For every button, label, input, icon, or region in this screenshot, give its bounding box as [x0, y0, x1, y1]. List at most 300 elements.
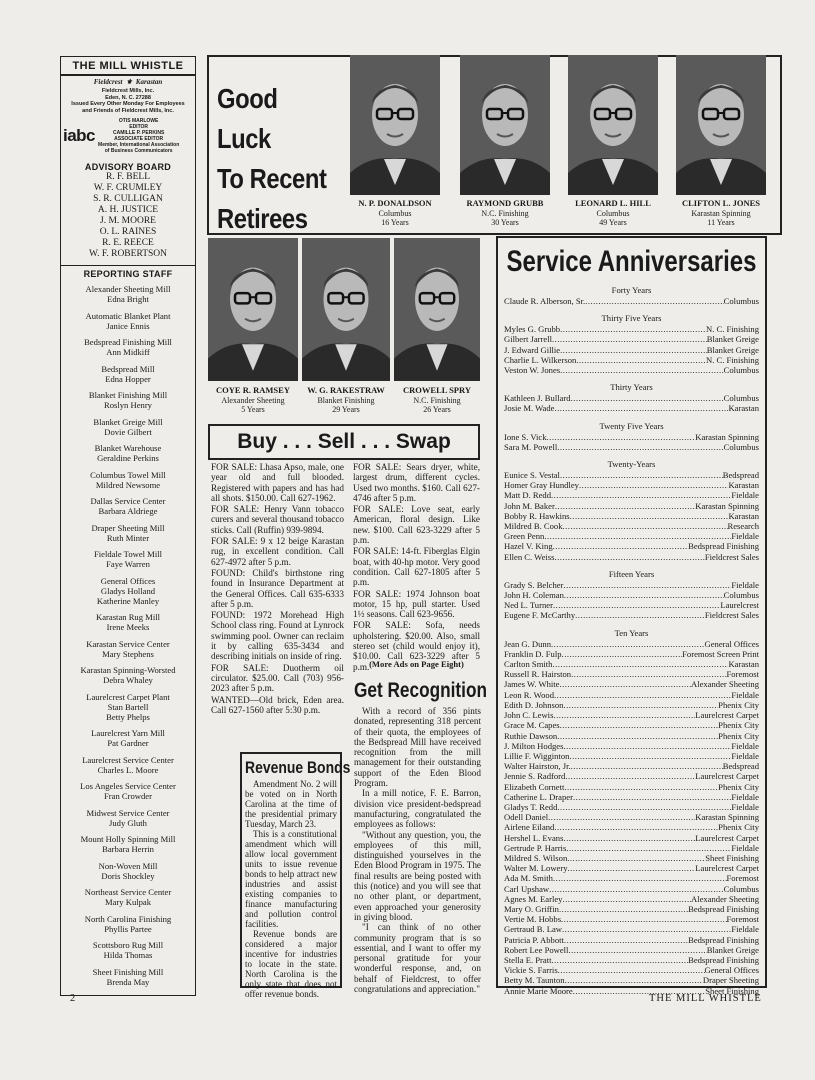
staff-mill: Alexander Sheeting Mill	[85, 284, 171, 294]
article-paragraph: In a mill notice, F. E. Barron, division vice president-bedspread manufacturing, congratulated the employees as follows:	[354, 788, 481, 830]
employee-plant: Karastan Spinning	[695, 812, 759, 823]
ad-item: FOR SALE: 9 x 12 beige Karastan rug, in excellent condition. Call 627-4972 after 5 p.m.	[211, 536, 344, 567]
employee-plant: Bedspread	[722, 761, 759, 772]
dot-leader	[573, 792, 731, 802]
employee-plant: Foremost Screen Print	[682, 648, 759, 659]
retiree-name: CROWELL SPRY	[403, 385, 471, 395]
employee-name: Franklin D. Fulp	[504, 648, 562, 659]
retiree-name: RAYMOND GRUBB	[466, 198, 544, 208]
service-group-label: Twenty-Years	[607, 459, 656, 470]
retiree-years: 5 Years	[241, 405, 265, 414]
staff-entry	[61, 781, 195, 801]
staff-entry	[61, 549, 195, 569]
assoc-editor-name: CAMILLE P. PERKINS	[112, 130, 165, 136]
dot-leader	[551, 490, 731, 500]
staff-mill: Bedspread Mill	[101, 363, 155, 374]
staff-mill: Sheet Finishing Mill	[92, 966, 164, 977]
employee-name: Airlene Eiland	[504, 822, 555, 833]
staff-name: Geraldine Perkins	[97, 453, 159, 463]
dot-leader	[548, 812, 695, 822]
retiree-years: 11 Years	[707, 218, 735, 227]
staff-mill: Karastan Rug Mill	[96, 612, 160, 622]
service-group-label: Fifteen Years	[608, 568, 655, 579]
service-row	[504, 580, 759, 590]
service-groups	[504, 285, 759, 996]
advisory-member: R. F. BELL	[105, 172, 151, 182]
staff-entry	[61, 728, 195, 748]
employee-name: Elizabeth Cornett	[504, 781, 565, 792]
employee-plant: Fieldale	[731, 740, 759, 751]
service-row	[504, 521, 759, 531]
staff-mill: Dallas Service Center	[90, 496, 166, 506]
employee-name: Josie M. Wade	[504, 403, 555, 414]
dot-leader	[579, 480, 729, 490]
employee-name: James W. White	[504, 679, 560, 690]
dot-leader	[563, 580, 731, 590]
service-row	[504, 511, 759, 521]
staff-entry	[61, 861, 195, 881]
employee-name: Charlie L. Wilkerson	[504, 354, 577, 365]
service-row	[504, 659, 759, 669]
employee-plant: Alexander Sheeting	[690, 893, 759, 904]
employee-plant: Columbus	[723, 365, 759, 376]
revenue-bonds-article	[245, 779, 337, 999]
dot-leader	[562, 924, 731, 934]
swap-right-column	[353, 462, 480, 673]
dot-leader	[560, 324, 706, 334]
service-row	[504, 324, 759, 334]
staff-entry	[61, 808, 195, 828]
dot-leader	[563, 833, 695, 843]
employee-plant: Fieldale	[731, 689, 759, 700]
staff-name: Gladys Holland	[100, 585, 156, 596]
employee-plant: Alexander Sheeting	[690, 679, 759, 690]
staff-name: Debra Whaley	[103, 675, 153, 685]
staff-name: Roslyn Henry	[104, 400, 152, 410]
service-row	[504, 470, 759, 480]
dot-leader	[559, 904, 688, 914]
ad-item: FOUND: 1972 Morehead High School class ring. Found at Lynrock swimming pool. Owner can reclaim it by calling 635-3434 and describing initials on inside of ring.	[211, 610, 344, 662]
employee-name: Mildred S. Wilson	[504, 852, 568, 863]
staff-mill: General Offices	[100, 575, 156, 586]
dot-leader	[549, 884, 724, 894]
employee-name: Claude R. Alberson, Sr.	[504, 296, 586, 306]
service-row	[504, 751, 759, 761]
dot-leader	[564, 782, 718, 792]
staff-name: Janice Ennis	[106, 320, 150, 331]
employee-plant: Phenix City	[718, 699, 759, 710]
service-row	[504, 731, 759, 741]
service-row	[504, 480, 759, 490]
staff-name: Irene Meeks	[106, 622, 150, 632]
retiree-photo	[460, 55, 550, 195]
service-row	[504, 669, 759, 679]
employee-name: Odell Daniel	[504, 812, 549, 823]
dot-leader	[558, 965, 705, 975]
staff-mill: Bedspread Finishing Mill	[84, 337, 172, 347]
employee-plant: Fieldale	[731, 579, 759, 590]
retirees-headline: Good Luck To Recent Retirees	[217, 83, 327, 234]
retiree-name: CLIFTON L. JONES	[681, 198, 760, 208]
advisory-member: J. M. MOORE	[100, 216, 156, 226]
editor-name: OTIS MARLOWE	[118, 118, 159, 124]
employee-name: Ellen C. Weiss	[504, 551, 555, 562]
staff-mill: Los Angeles Service Center	[80, 781, 176, 791]
staff-entry	[61, 665, 195, 685]
employee-name: Grady S. Belcher	[504, 579, 564, 590]
staff-mill: Blanket Finishing Mill	[88, 390, 168, 400]
staff-name: Hilda Thomas	[103, 950, 153, 960]
karastan-logo: Karastan	[135, 78, 163, 86]
staff-mill: Fieldale Towel Mill	[94, 549, 162, 559]
dot-leader	[553, 873, 727, 883]
masthead-logos	[61, 76, 195, 88]
service-row	[504, 531, 759, 541]
retiree-dept: Columbus	[596, 208, 630, 218]
staff-entry	[61, 755, 195, 775]
staff-entry	[61, 417, 195, 437]
dot-leader	[585, 296, 723, 306]
ad-item: FOR SALE: Love seat, early American, floral design. Like new. $100. Call 623-3229 after 5 p.m.	[353, 504, 480, 546]
service-row	[504, 945, 759, 955]
service-row	[504, 761, 759, 771]
staff-mill: Northeast Service Center	[84, 887, 172, 897]
service-row	[504, 393, 759, 403]
retiree-caption	[384, 386, 490, 415]
employee-plant: Laurelcrest Carpet	[695, 710, 759, 721]
dot-leader	[552, 659, 728, 669]
staff-entry	[61, 496, 195, 516]
dot-leader	[563, 741, 731, 751]
staff-name: Doris Shockley	[101, 870, 155, 881]
staff-name: Phyllis Partee	[104, 923, 152, 934]
employee-name: Mary O. Griffin	[504, 903, 559, 914]
employee-name: Ned L. Turner	[504, 600, 553, 611]
dot-leader	[557, 442, 723, 452]
retiree-dept: N.C. Finishing	[481, 208, 529, 218]
retiree-photo	[394, 238, 480, 381]
dot-leader	[567, 853, 705, 863]
dot-leader	[560, 345, 707, 355]
employee-plant: Laurelcrest Carpet	[695, 863, 759, 874]
employee-plant: Sheet Finishing	[705, 852, 759, 863]
employee-name: Patricia P. Abbott	[504, 934, 564, 945]
employee-name: Lillie F. Wigginton	[504, 750, 570, 761]
dot-leader	[553, 541, 688, 551]
staff-mill: Columbus Towel Mill	[90, 469, 166, 480]
retiree-years: 49 Years	[599, 218, 627, 227]
service-row	[504, 884, 759, 894]
employee-name: Carl Upshaw	[504, 883, 550, 894]
advisory-member: A. H. JUSTICE	[97, 205, 159, 215]
service-group-label: Thirty Five Years	[601, 313, 662, 324]
employee-name: Hazel V. King	[504, 541, 553, 552]
employee-name: Betty M. Taunton	[504, 975, 565, 986]
staff-name: Judy Gluth	[109, 817, 147, 828]
service-group-label: Thirty Years	[610, 382, 653, 393]
staff-name: Mildred Newsome	[95, 479, 161, 490]
masthead-title: THE MILL WHISTLE	[61, 57, 195, 76]
retiree-name: COYE R. RAMSEY	[216, 385, 290, 395]
service-row	[504, 955, 759, 965]
service-row	[504, 490, 759, 500]
service-row	[504, 345, 759, 355]
employee-plant: Laurelcrest Carpet	[695, 771, 759, 782]
employee-name: Leon R. Wood	[504, 689, 554, 700]
service-row	[504, 639, 759, 649]
service-row	[504, 600, 759, 610]
employee-name: Jennie S. Radford	[504, 771, 566, 782]
service-group-label: Twenty Five Years	[599, 420, 664, 431]
staff-mill: Karastan Service Center	[86, 638, 170, 649]
dot-leader	[552, 334, 707, 344]
employee-plant: Blanket Greige	[706, 944, 759, 955]
ad-item: FOUND: Child's birthstone ring found in Insurance Department at the General Offices. Call 635-6333 after 5 p.m.	[211, 567, 344, 609]
advisory-member: S. R. CULLIGAN	[93, 194, 163, 204]
dot-leader	[555, 501, 695, 511]
staff-entry	[61, 576, 195, 606]
staff-entry	[61, 612, 195, 632]
dot-leader	[569, 751, 731, 761]
service-row	[504, 822, 759, 832]
dot-leader	[561, 914, 726, 924]
advisory-member: W. F. CRUMLEY	[93, 183, 163, 193]
dot-leader	[559, 679, 691, 689]
service-row	[504, 355, 759, 365]
ad-item: FOR SALE: Sears dryer, white, largest drum, different cycles. Used two months. $160. Call 627-4746 after 5 p.m.	[353, 462, 480, 503]
employee-plant: Foremost	[726, 873, 759, 884]
employee-name: Eunice S. Vestal	[504, 470, 560, 481]
retiree-photo	[302, 238, 390, 381]
service-row	[504, 552, 759, 562]
dot-leader	[554, 403, 728, 413]
employee-plant: Blanket Greige	[706, 344, 759, 355]
retiree-name: LEONARD L. HILL	[575, 198, 651, 208]
employee-name: Jean G. Dunn	[504, 638, 552, 649]
employee-plant: Fieldcrest Sales	[704, 610, 759, 621]
employee-name: Robert Lee Powell	[504, 944, 569, 955]
dot-leader	[570, 511, 729, 521]
employee-plant: Karastan	[728, 659, 759, 670]
dot-leader	[562, 894, 691, 904]
retiree-dept: Alexander Sheeting	[221, 395, 285, 405]
dot-leader	[554, 690, 731, 700]
dot-leader	[560, 470, 723, 480]
service-row	[504, 649, 759, 659]
dot-leader	[568, 863, 696, 873]
employee-name: Walter M. Lowery	[504, 863, 568, 874]
employee-plant: Foremost	[726, 914, 759, 925]
employee-plant: Fieldale	[731, 791, 759, 802]
service-row	[504, 710, 759, 720]
staff-entry	[61, 311, 195, 331]
service-row	[504, 334, 759, 344]
employee-plant: Karastan Spinning	[695, 431, 759, 442]
employee-name: John C. Lewis	[504, 710, 554, 721]
retiree-years: 16 Years	[381, 218, 409, 227]
employee-plant: Laurelcrest Carpet	[695, 832, 759, 843]
dot-leader	[564, 590, 724, 600]
employee-plant: Bedspread Finishing	[688, 903, 759, 914]
staff-entry	[61, 639, 195, 659]
service-row	[504, 782, 759, 792]
staff-entry	[61, 887, 195, 907]
ad-item: FOR SALE: Sofa, needs upholstering. $20.00. Also, small stereo set (child would enjoy it), $10.00. Call 623-3229 after 5 p.m.	[353, 620, 480, 672]
employee-name: Homer Gray Hundley	[504, 480, 579, 491]
article-paragraph: "I can think of no other community program that is so essential, and I want to offer my personal gratitude for your wonderful response, and, on behalf of Fieldcrest, to offer congratulations and appreciation."	[354, 922, 481, 995]
staff-name: Ruth Minter	[106, 532, 150, 543]
dot-leader	[547, 432, 696, 442]
staff-name: Barbara Aldriege	[98, 506, 158, 516]
employee-name: Eugene F. McCarthy	[504, 610, 576, 621]
employee-plant: Fieldcrest Sales	[704, 551, 759, 562]
fieldcrest-logo: Fieldcrest	[93, 78, 123, 86]
staff-entry	[61, 390, 195, 410]
staff-mill: Laurelcrest Service Center	[82, 754, 174, 765]
employee-name: Green Penn	[504, 531, 545, 542]
employee-name: Catherine L. Draper	[504, 791, 573, 802]
service-row	[504, 690, 759, 700]
service-row	[504, 403, 759, 413]
staff-mill: Scottsboro Rug Mill	[92, 940, 164, 950]
staff-mill: Laurelcrest Yarn Mill	[91, 728, 165, 738]
service-row	[504, 965, 759, 975]
employee-name: Grace M. Capes	[504, 720, 560, 731]
employee-plant: Bedspread Finishing	[688, 541, 759, 552]
advisory-member: O. L. RAINES	[99, 227, 157, 237]
staff-heading: REPORTING STAFF	[83, 269, 173, 279]
employee-plant: Phenix City	[718, 781, 759, 792]
article-paragraph: "Without any question, you, the employees of this mill, distinguished yourselves in the Eden Blood Program in 1975. The final results are being posted with this (notice) and you will see that no other plant, or department, even approached your generosity in giving blood.	[354, 829, 481, 922]
dot-leader	[565, 975, 703, 985]
service-row	[504, 853, 759, 863]
staff-entry	[61, 967, 195, 987]
service-row	[504, 296, 759, 306]
employee-plant: Bedspread Finishing	[688, 954, 759, 965]
employee-name: Russell R. Hairston	[504, 669, 572, 680]
service-row	[504, 924, 759, 934]
employee-plant: Karastan	[728, 480, 759, 491]
staff-name: Katherine Manley	[96, 595, 160, 606]
masthead-address: Fieldcrest Mills, Inc. Eden, N. C. 27288 Issued Every Other Monday For Employees and Friends of Fieldcrest Mills, Inc.	[71, 88, 185, 114]
employee-name: Vertie M. Hobbs	[504, 914, 562, 925]
page-number: 2	[70, 993, 77, 1004]
iabc-block: iabc OTIS MARLOWE EDITOR CAMILLE P. PERKINS ASSOCIATE EDITOR Member, International Association of Business Communicators	[63, 118, 180, 154]
employee-plant: Bedspread	[722, 470, 759, 481]
employee-name: Annie Marie Moore	[504, 985, 573, 996]
service-row	[504, 720, 759, 730]
employee-plant: Fieldale	[731, 531, 759, 542]
staff-entry	[61, 692, 195, 722]
staff-entry	[61, 364, 195, 384]
dot-leader	[562, 649, 683, 659]
staff-name: Edna Bright	[107, 294, 149, 304]
recognition-article	[354, 706, 481, 994]
employee-plant: N. C. Finishing	[705, 324, 759, 335]
employee-plant: Laurelcrest	[720, 600, 759, 611]
dot-leader	[554, 552, 704, 562]
recognition-heading: Get Recognition	[354, 679, 487, 702]
service-row	[504, 590, 759, 600]
employee-name: Vickie S. Farris	[504, 965, 558, 976]
staff-mill: Non-Woven Mill	[98, 860, 158, 871]
staff-name: Charles L. Moore	[97, 764, 159, 775]
dot-leader	[563, 521, 728, 531]
employee-plant: Columbus	[723, 441, 759, 452]
ad-item: FOR SALE: Henry Vann tobacco curers and several thousand tobacco sticks. Call (Ruffin) 939-9894.	[211, 504, 344, 535]
employee-name: J. Edward Gillie	[504, 344, 561, 355]
staff-mill: Midwest Service Center	[86, 807, 170, 818]
employee-name: Edith D. Johnson	[504, 699, 564, 710]
service-row	[504, 863, 759, 873]
employee-plant: Karastan	[728, 403, 759, 414]
staff-mill: Blanket Greige Mill	[93, 416, 163, 427]
advisory-member: R. E. REECE	[102, 238, 154, 248]
masthead-sidebar	[60, 56, 196, 996]
dot-leader	[557, 731, 718, 741]
staff-mill: Laurelcrest Carpet Plant	[86, 691, 170, 702]
staff-mill: Automatic Blanket Plant	[85, 310, 171, 321]
service-row	[504, 610, 759, 620]
service-group-label: Forty Years	[611, 285, 652, 295]
service-heading: Service Anniversaries	[506, 245, 757, 278]
employee-plant: Karastan Spinning	[695, 500, 759, 511]
employee-plant: General Offices	[704, 638, 759, 649]
employee-plant: Fieldale	[731, 842, 759, 853]
employee-name: Ione S. Vick	[504, 431, 547, 442]
dot-leader	[560, 720, 719, 730]
revenue-bonds-box	[240, 752, 351, 999]
retiree-years: 29 Years	[332, 405, 360, 414]
dot-leader	[553, 600, 720, 610]
service-row	[504, 365, 759, 375]
employee-plant: Fieldale	[731, 924, 759, 935]
employee-name: Ada M. Smith	[504, 873, 553, 884]
emblem-icon: ⚜	[124, 78, 135, 86]
employee-plant: Columbus	[723, 590, 759, 601]
service-row	[504, 894, 759, 904]
employee-plant: Columbus	[723, 296, 759, 306]
employee-plant: Foremost	[726, 669, 759, 680]
ad-item: FOR SALE: 1974 Johnson boat motor, 15 hp, pull starter. Used 1½ seasons. Call 623-9656.	[353, 588, 480, 620]
retiree-photo	[676, 55, 766, 195]
ad-item: WANTED—Old brick, Eden area. Call 627-1560 after 5:30 p.m.	[211, 694, 344, 715]
employee-plant: Columbus	[723, 883, 759, 894]
retiree-caption	[666, 199, 776, 228]
advisory-list	[61, 172, 195, 260]
employee-name: Sara M. Powell	[504, 441, 558, 452]
iabc-logo: iabc	[63, 126, 96, 145]
staff-entry	[61, 284, 195, 304]
service-row	[504, 914, 759, 924]
employee-name: John M. Baker	[504, 500, 555, 511]
employee-name: Bobby R. Hawkins	[504, 510, 570, 521]
service-row	[504, 802, 759, 812]
staff-name: Mary Stephens	[102, 648, 154, 659]
employee-name: Kathleen J. Bullard	[504, 393, 571, 404]
staff-mill: Draper Sheeting Mill	[91, 522, 165, 533]
service-row	[504, 700, 759, 710]
swap-left-column	[211, 462, 344, 716]
dot-leader	[560, 365, 724, 375]
ad-item: FOR SALE: Duotherm oil circulator. $25.00. Call (703) 956-2023 after 5 p.m.	[211, 662, 344, 694]
retiree-photo	[350, 55, 440, 195]
staff-entry	[61, 470, 195, 490]
employee-name: Carlton Smith	[504, 659, 553, 670]
staff-name: Pat Gardner	[107, 738, 149, 748]
employee-name: John H. Coleman	[504, 590, 564, 601]
employee-plant: Draper Sheeting	[702, 975, 759, 986]
